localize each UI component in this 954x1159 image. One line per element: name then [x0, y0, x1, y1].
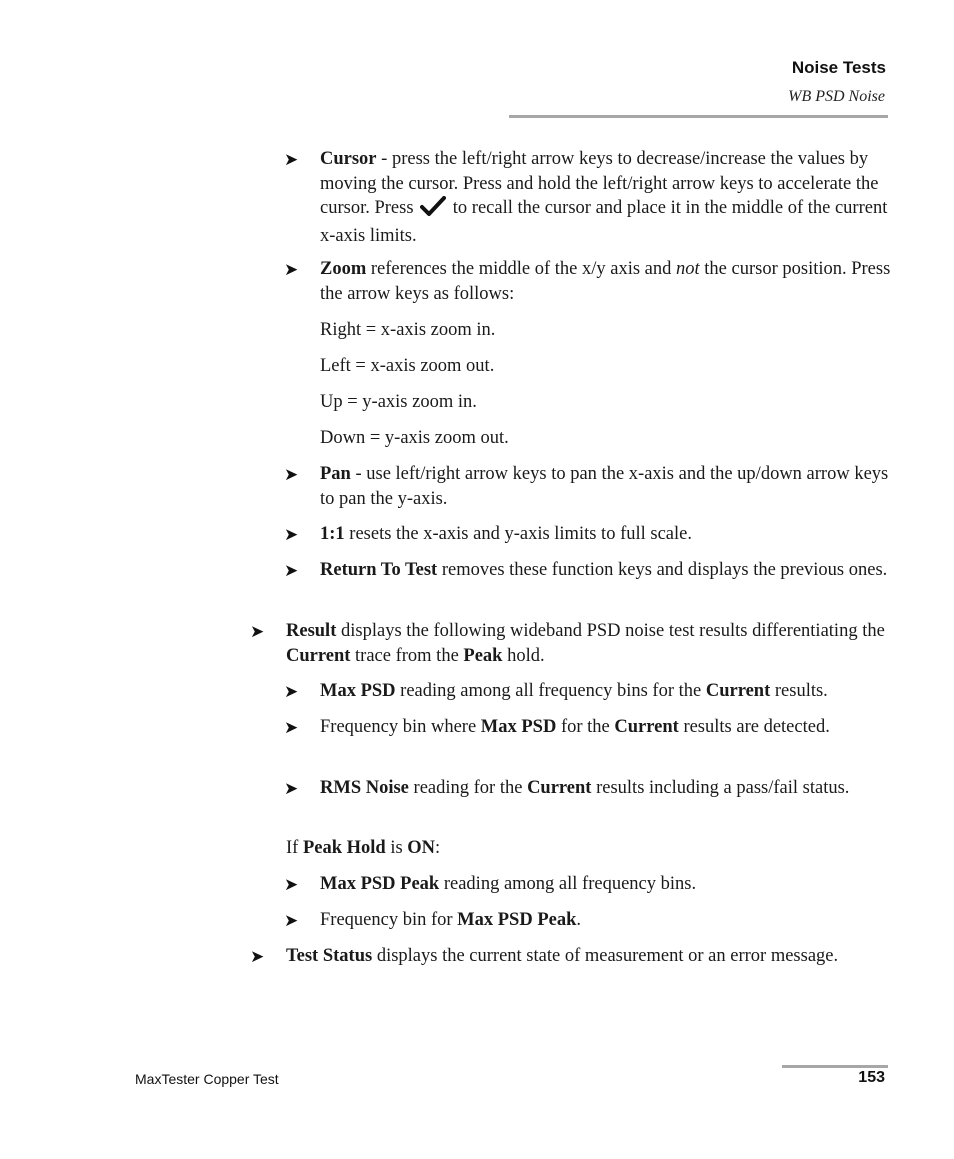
arrow-bullet-icon: ➤: [284, 682, 299, 702]
term-current: Current: [286, 645, 351, 666]
arrow-bullet-icon: ➤: [250, 622, 265, 642]
list-item-zoom: [284, 257, 900, 306]
zoom-key-right: Right = x-axis zoom in.: [320, 320, 496, 340]
max-psd-text-a: reading among all frequency bins for the: [395, 681, 706, 701]
return-to-test-text: removes these function keys and displays the previous ones.: [437, 560, 888, 580]
cursor-text-a: - press the left/right arrow keys to decrease/increase the values by moving the cursor. Press and hold the left/right arrow keys to accelerate the cursor. Press: [320, 149, 879, 218]
peak-hold-condition: [286, 836, 906, 861]
arrow-bullet-icon: ➤: [284, 525, 299, 545]
freq-bin-text-b: for the: [556, 717, 615, 737]
arrow-bullet-icon: ➤: [250, 947, 265, 967]
zoom-key-left: Left = x-axis zoom out.: [320, 356, 495, 376]
list-item-max-psd-peak: [284, 872, 900, 897]
checkmark-icon: [420, 196, 446, 224]
term-max-psd-peak: Max PSD Peak: [457, 910, 577, 930]
term-current: Current: [614, 717, 679, 737]
term-one-to-one: 1:1: [320, 524, 345, 544]
arrow-bullet-icon: ➤: [284, 260, 299, 280]
footer-rule: [782, 1065, 888, 1068]
arrow-bullet-icon: ➤: [284, 150, 299, 170]
term-return-to-test: Return To Test: [320, 560, 438, 580]
freq-bin-peak-text-a: Frequency bin for: [320, 910, 458, 930]
term-current: Current: [527, 778, 592, 798]
list-item-pan: [284, 462, 900, 511]
arrow-bullet-icon: ➤: [284, 875, 299, 895]
arrow-bullet-icon: ➤: [284, 718, 299, 738]
arrow-bullet-icon: ➤: [284, 465, 299, 485]
term-zoom: Zoom: [320, 259, 367, 279]
term-max-psd-peak: Max PSD Peak: [320, 874, 440, 894]
list-item-frequency-bin-peak: [284, 908, 900, 933]
list-item-rms-noise: [284, 776, 900, 801]
term-test-status: Test Status: [286, 946, 373, 966]
list-item-frequency-bin: [284, 715, 900, 740]
result-text-b: trace from the: [350, 645, 464, 666]
zoom-text-a: references the middle of the x/y axis and: [366, 259, 677, 279]
cursor-text-b: to recall the cursor and place it in the middle of the current x-axis limits.: [320, 198, 888, 246]
peak-hold-text-a: If: [286, 838, 303, 858]
peak-hold-text-b: is: [385, 838, 408, 858]
arrow-bullet-icon: ➤: [284, 911, 299, 931]
rms-noise-text-b: results including a pass/fail status.: [591, 778, 850, 798]
arrow-bullet-icon: ➤: [284, 779, 299, 799]
max-psd-peak-text: reading among all frequency bins.: [439, 874, 697, 894]
zoom-key-down: Down = y-axis zoom out.: [320, 428, 509, 448]
freq-bin-peak-text-b: .: [576, 910, 582, 930]
zoom-text-b: the cursor position. Press the arrow keys as follows:: [320, 259, 891, 304]
test-status-text: displays the current state of measurement or an error message.: [372, 946, 839, 966]
pan-text: - use left/right arrow keys to pan the x-axis and the up/down arrow keys to pan the y-axis.: [320, 464, 889, 509]
zoom-emphasis: not: [676, 259, 700, 279]
term-pan: Pan: [320, 464, 351, 484]
term-rms-noise: RMS Noise: [320, 778, 409, 798]
result-text-a: displays the following wideband PSD noise test results differentiating the: [336, 621, 885, 641]
list-item-max-psd: [284, 679, 900, 704]
one-to-one-text: resets the x-axis and y-axis limits to full scale.: [344, 524, 692, 544]
term-result: Result: [286, 621, 337, 641]
running-header-subtitle: WB PSD Noise: [788, 88, 885, 105]
term-on: ON: [407, 838, 436, 858]
result-text-c: hold.: [502, 645, 545, 666]
freq-bin-text-a: Frequency bin where: [320, 717, 481, 737]
list-item-result: [250, 619, 906, 668]
page-number: 153: [858, 1069, 885, 1086]
rms-noise-text-a: reading for the: [408, 778, 528, 798]
list-item-test-status: [250, 944, 906, 969]
zoom-key-up: Up = y-axis zoom in.: [320, 392, 477, 412]
footer-doc-title: MaxTester Copper Test: [135, 1071, 279, 1087]
term-cursor: Cursor: [320, 149, 377, 169]
term-max-psd: Max PSD: [320, 681, 396, 701]
max-psd-text-b: results.: [770, 681, 828, 701]
peak-hold-text-c: :: [435, 838, 441, 858]
list-item-cursor: [284, 147, 900, 248]
term-peak: Peak: [463, 645, 503, 666]
header-rule: [509, 115, 888, 118]
running-header-title: Noise Tests: [791, 58, 886, 77]
term-max-psd: Max PSD: [480, 717, 557, 737]
list-item-return-to-test: [284, 558, 900, 583]
term-peak-hold: Peak Hold: [302, 838, 386, 858]
freq-bin-text-c: results are detected.: [678, 717, 830, 737]
term-current: Current: [705, 681, 771, 701]
list-item-one-to-one: [284, 522, 900, 547]
arrow-bullet-icon: ➤: [284, 561, 299, 581]
